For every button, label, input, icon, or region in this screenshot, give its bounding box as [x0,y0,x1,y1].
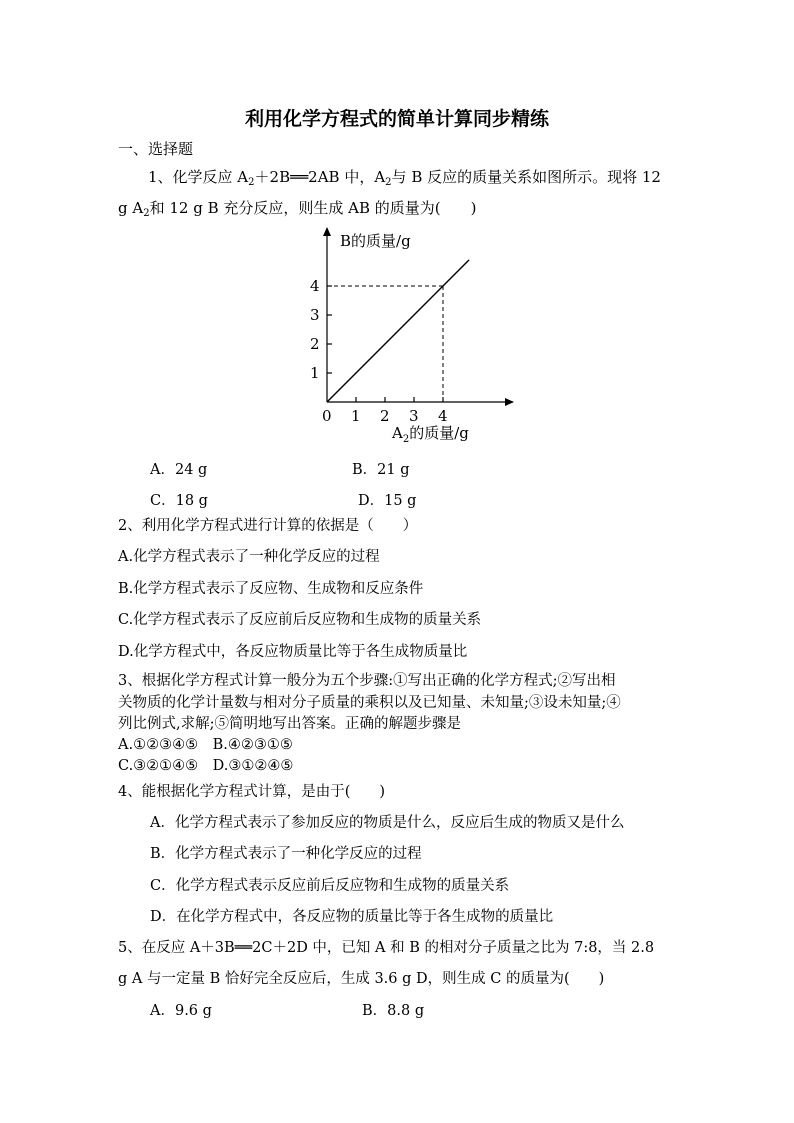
q1-option-c: C．18 g [150,493,208,509]
q1-option-b: B．21 g [352,462,410,478]
series-line-0 [327,260,469,402]
q3-options-row2: C.③②①④⑤ D.③①②④⑤ [118,758,294,774]
q3-stem-line3: 列比例式,求解;⑤简明地写出答案。正确的解题步骤是 [118,716,461,732]
q4-option-d: D．在化学方程式中，各反应物的质量比等于各生成物的质量比 [150,909,554,925]
q1-stem-line1: 1、化学反应 $A_2+2B══2AB$ 中，$A_2$与 B 反应的质量关系如图所示。现将 12 [148,168,661,188]
y-tick-label-4: 4 [310,277,320,295]
q5-option-a: A．9.6 g [150,1003,212,1019]
q5-stem-line1: 5、在反应 A＋3B══2C＋2D 中，已知 A 和 B 的相对分子质量之比为 7:8，当 2.8 [118,940,655,956]
q2-option-a: A.化学方程式表示了一种化学反应的过程 [118,549,380,565]
section-heading: 一、选择题 [118,140,194,158]
q3-options-row1: A.①②③④⑤ B.④②③①⑤ [118,737,293,753]
x-tick-label-3: 3 [409,407,419,425]
q2-stem: 2、利用化学方程式进行计算的依据是（ ） [118,518,418,534]
q4-stem: 4、能根据化学方程式计算，是由于( ) [118,784,386,800]
x-tick-label-1: 1 [351,407,361,425]
q5-option-b: B．8.8 g [362,1003,425,1019]
y-tick-label-2: 2 [310,335,320,353]
y-tick-label-1: 1 [310,364,320,382]
q5-stem-line2: g A 与一定量 B 恰好完全反应后，生成 3.6 g D，则生成 C 的质量为( ) [118,971,605,987]
x-tick-label-0: 0 [322,407,332,425]
page-title: 利用化学方程式的简单计算同步精练 [244,108,549,130]
y-tick-label-3: 3 [310,306,320,324]
q4-option-b: B．化学方程式表示了一种化学反应的过程 [150,846,422,862]
q2-option-c: C.化学方程式表示了反应前后反应物和生成物的质量关系 [118,612,482,628]
q1-option-a: A．24 g [150,462,208,478]
q3-stem-line2: 关物质的化学计量数与相对分子质量的乘积以及已知量、未知量;③设未知量;④ [118,695,621,711]
y-axis-label: B的质量/g [340,232,411,250]
mass-relation-chart [300,220,530,450]
x-axis-label: $A_2$的质量/g [392,424,469,445]
x-tick-label-2: 2 [380,407,390,425]
q4-option-a: A．化学方程式表示了参加反应的物质是什么，反应后生成的物质又是什么 [150,815,625,831]
q4-option-c: C．化学方程式表示反应前后反应物和生成物的质量关系 [150,878,510,894]
q1-stem-line2: g $A_2$和 12 g B 充分反应，则生成 AB 的质量为( ) [118,199,477,219]
q1-option-d: D．15 g [358,493,417,509]
q2-option-d: D.化学方程式中，各反应物质量比等于各生成物质量比 [118,644,468,660]
q3-stem-line1: 3、根据化学方程式计算一般分为五个步骤:①写出正确的化学方程式;②写出相 [118,673,616,689]
x-tick-label-4: 4 [438,407,448,425]
q2-option-b: B.化学方程式表示了反应物、生成物和反应条件 [118,581,424,597]
